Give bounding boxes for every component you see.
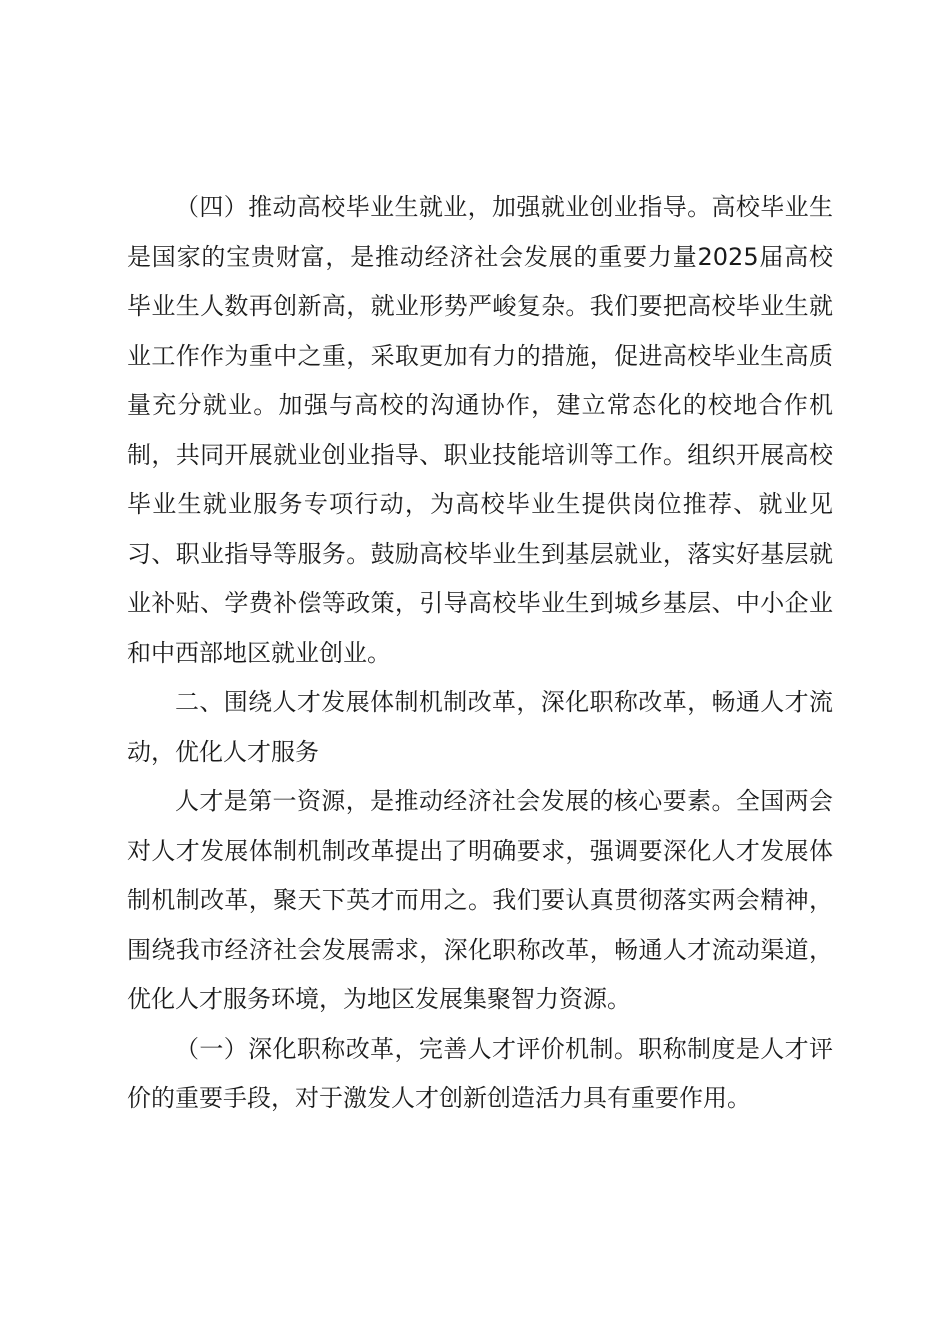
paragraph-title-reform: （一）深化职称改革，完善人才评价机制。职称制度是人才评价的重要手段，对于激发人才创新创造活力具有重要作用。 <box>127 1034 833 1112</box>
paragraph-talent-resource: 人才是第一资源，是推动经济社会发展的核心要素。全国两会对人才发展体制机制改革提出了明确要求，强调要深化人才发展体制机制改革，聚天下英才而用之。我们要认真贯彻落实两会精神，围绕我市经济社会发展需求，深化职称改革，畅通人才流动渠道，优化人才服务环境，为地区发展集聚智力资源。 <box>127 787 833 1013</box>
document-body <box>127 183 833 1124</box>
section-heading-talent-reform: 二、围绕人才发展体制机制改革，深化职称改革，畅通人才流动，优化人才服务 <box>127 688 833 766</box>
paragraph-employment-guidance: （四）推动高校毕业生就业，加强就业创业指导。高校毕业生是国家的宝贵财富，是推动经济社会发展的重要力量2025届高校毕业生人数再创新高，就业形势严峻复杂。我们要把高校毕业生就业工作作为重中之重，采取更加有力的措施，促进高校毕业生高质量充分就业。加强与高校的沟通协作，建立常态化的校地合作机制，共同开展就业创业指导、职业技能培训等工作。组织开展高校毕业生就业服务专项行动，为高校毕业生提供岗位推荐、就业见习、职业指导等服务。鼓励高校毕业生到基层就业，落实好基层就业补贴、学费补偿等政策，引导高校毕业生到城乡基层、中小企业和中西部地区就业创业。 <box>127 193 833 667</box>
